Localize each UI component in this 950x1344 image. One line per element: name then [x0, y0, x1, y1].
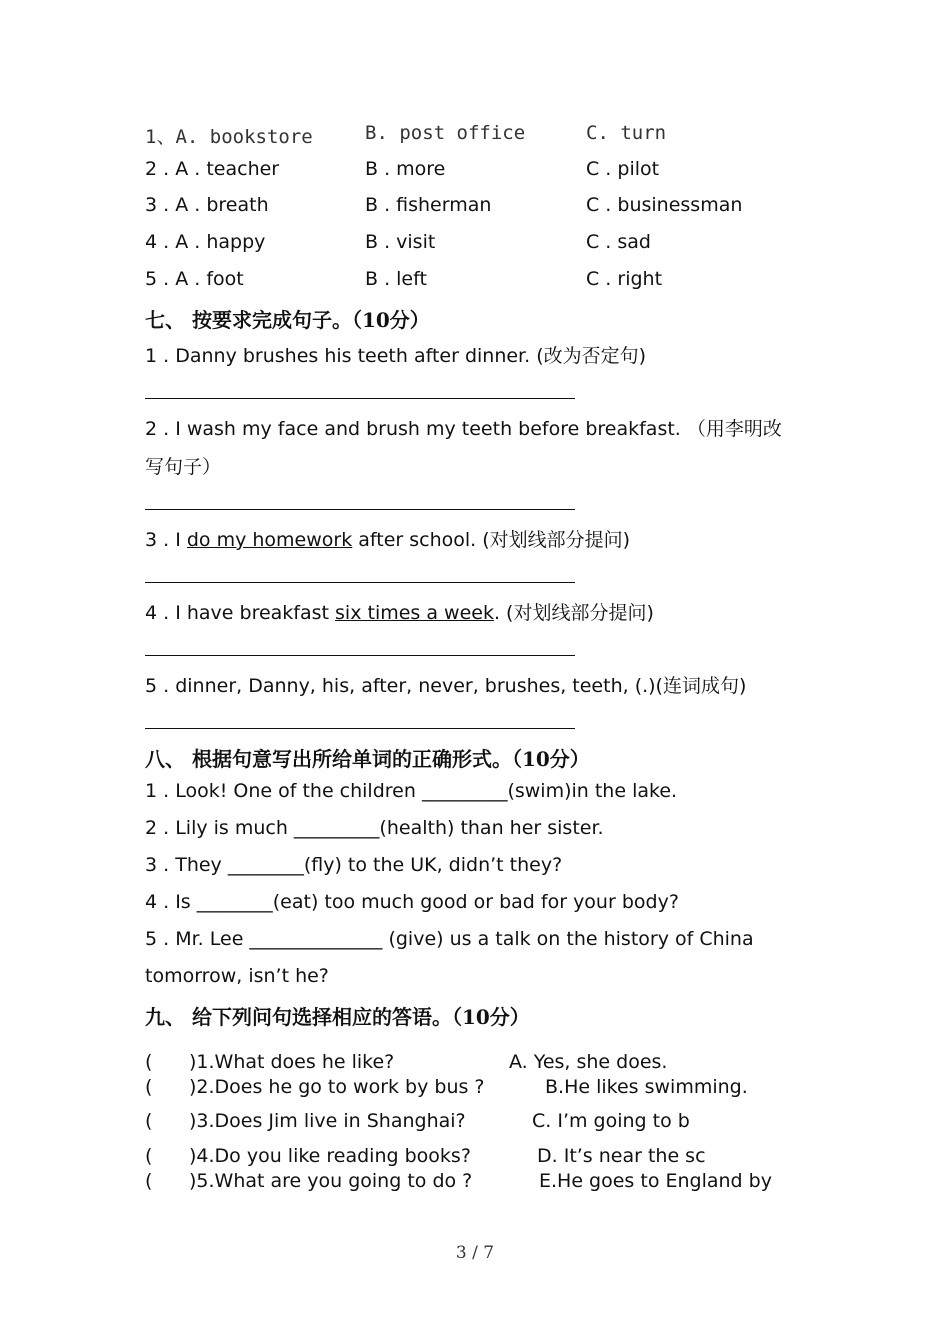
section8-question-1: 1 . Look! One of the children _________(swim)in the lake.: [145, 780, 678, 802]
answer-paren[interactable]: (: [145, 1051, 153, 1073]
option-b: B . fisherman: [365, 194, 492, 216]
question-text: after school. (对划线部分提问): [352, 529, 631, 551]
answer-line[interactable]: [145, 728, 575, 729]
match-question-2: )2.Does he go to work by bus ?: [189, 1076, 485, 1098]
option-row-4: [145, 231, 265, 253]
row-number: 2 .: [145, 158, 176, 180]
match-question-5: )5.What are you going to do ?: [189, 1170, 473, 1192]
answer-line[interactable]: [145, 582, 575, 583]
option-c: C . right: [586, 268, 663, 290]
option-a: A . teacher: [175, 158, 280, 180]
match-answer-d: D. It’s near the sc: [537, 1145, 706, 1167]
option-c: C . pilot: [586, 158, 660, 180]
row-number: 5 .: [145, 268, 176, 290]
option-a: A . happy: [175, 231, 266, 253]
section7-question-2-line1: 2 . I wash my face and brush my teeth before breakfast. （用李明改: [145, 418, 782, 440]
row-number: 4 .: [145, 231, 176, 253]
section8-question-5-line2: tomorrow, isn’t he?: [145, 965, 329, 987]
match-answer-a: A. Yes, she does.: [509, 1051, 668, 1073]
section7-question-4: [145, 598, 654, 625]
row-number: 3 .: [145, 194, 176, 216]
option-c: C . businessman: [586, 194, 743, 216]
question-text: 4 . I have breakfast: [145, 602, 336, 624]
option-b: B . more: [365, 158, 446, 180]
match-question-4: )4.Do you like reading books?: [189, 1145, 471, 1167]
question-text: . (对划线部分提问): [493, 602, 654, 624]
section7-title: 七、 按要求完成句子。（10分）: [145, 308, 430, 332]
answer-paren[interactable]: (: [145, 1170, 153, 1192]
match-answer-e: E.He goes to England by: [539, 1170, 772, 1192]
page-number: 3 / 7: [455, 1243, 495, 1263]
option-a: A . foot: [175, 268, 244, 290]
option-row-2: [145, 158, 279, 180]
section7-question-1: 1 . Danny brushes his teeth after dinner. (改为否定句): [145, 345, 647, 367]
section8-title: 八、 根据句意写出所给单词的正确形式。（10分）: [145, 747, 590, 771]
answer-paren[interactable]: (: [145, 1110, 153, 1132]
option-row-5: [145, 268, 244, 290]
answer-line[interactable]: [145, 509, 575, 510]
option-row-1: [145, 122, 313, 149]
section8-question-4: 4 . Is ________(eat) too much good or bad for your body?: [145, 891, 679, 913]
option-c: C. turn: [586, 122, 667, 144]
section8-question-3: 3 . They ________(fly) to the UK, didn’t they?: [145, 854, 563, 876]
question-text: 3 . I: [145, 529, 187, 551]
answer-paren[interactable]: (: [145, 1076, 153, 1098]
option-row-3: [145, 194, 269, 216]
answer-paren[interactable]: (: [145, 1145, 153, 1167]
option-b: B. post office: [365, 122, 526, 144]
row-number: 1、: [145, 126, 176, 148]
option-b: B . visit: [365, 231, 436, 253]
match-question-1: )1.What does he like?: [189, 1051, 395, 1073]
match-question-3: )3.Does Jim live in Shanghai?: [189, 1110, 466, 1132]
option-a: A . breath: [175, 194, 269, 216]
option-a: A. bookstore: [175, 126, 313, 148]
match-answer-c: C. I’m going to b: [532, 1110, 690, 1132]
underlined-phrase: six times a week: [335, 602, 494, 624]
answer-line[interactable]: [145, 655, 575, 656]
match-answer-b: B.He likes swimming.: [545, 1076, 748, 1098]
option-c: C . sad: [586, 231, 651, 253]
option-b: B . left: [365, 268, 427, 290]
section8-question-2: 2 . Lily is much _________(health) than her sister.: [145, 817, 604, 839]
answer-line[interactable]: [145, 398, 575, 399]
section8-question-5-line1: 5 . Mr. Lee ______________ (give) us a talk on the history of China: [145, 928, 754, 950]
section7-question-5: 5 . dinner, Danny, his, after, never, brushes, teeth, (.)(连词成句): [145, 675, 747, 697]
section9-title: 九、 给下列问句选择相应的答语。（10分）: [145, 1005, 530, 1029]
section7-question-3: [145, 525, 630, 552]
underlined-phrase: do my homework: [186, 529, 353, 551]
section7-question-2-line2: 写句子）: [145, 456, 222, 478]
